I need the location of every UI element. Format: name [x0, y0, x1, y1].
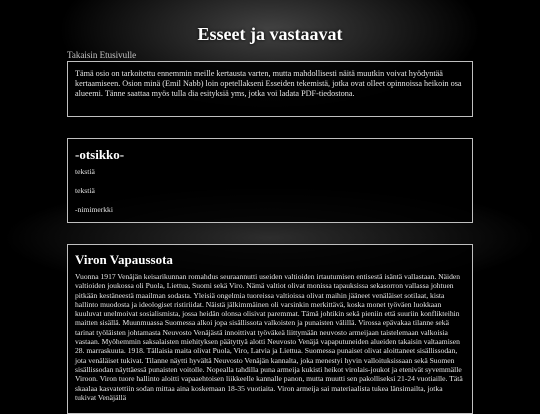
- page-title: Esseet ja vastaavat: [197, 24, 343, 44]
- back-to-home-link[interactable]: Takaisin Etusivulle: [67, 50, 137, 60]
- article-heading: Viron Vapaussota: [75, 252, 173, 267]
- article-box: [67, 244, 473, 414]
- template-line-2: tekstiä: [75, 186, 95, 195]
- article-body: Vuonna 1917 Venäjän keisarikunnan romahdus seuraannutti useiden valtioiden irtautumisen entisestä isäntä vallastaan. Näiden valtioiden joukossa oli Puola, Liettua, Suomi sekä Viro. Nämä valtiot olivat monissa tapauksissa sekasorron vallassa johtuen pitkään kestäneestä maailman sodasta. Yleisiä ongelmia tuoreissa valtioissa olivat maihin jääneet venäläiset sotilaat, kista hallinto muodosta ja ideologiset ristiriidat. Näistä jälkimmäinen oli varsinkin merkittävä, koska monet työväen luokkaan kuuluvat unelmoivat sosialismista, jossa heidän olonsa olisivat paremmat. Tämä johtikin sekä pieniin että suuriin konflikteihin maitten sisällä. Muunmuassa Suomessa alkoi jopa sisällissota valkoisten ja punaisten välillä. Virossa epävakaa tilanne sekä tarinat työläisten johtamasta Neuvosto Venäjästä innoittivat työväkeä liittymään neuvosto armeijaan taistelemaan valkoisia vastaan. Myöhemmin saksalaisten miehityksen päätyttyä alotti Neuvosto Venäjä vapaputuneiden alueiden takaisin valtaamisen 28. marraskuuta. 1918. Tällaisia maita olivat Puola, Viro, Latvia ja Liettua. Suomessa punaiset olivat aloittaneet sisällissodan, jota venäläiset tukivat. Tilanne näytti hyvältä Neuvosto Venäjän kannalta, joka menestyi hyvin valloituksissaan sekä Suomen sisällissodan näyttäessä punaisten voitolle. Nopealla tahdilla puna armeija kukisti heikot virolais-joukot ja etenivät syvemmälle Viroon. Viron tuore hallinto aloitti vapaaehtoisen liikkeelle kannalle panon, mutta muutti sen pakolliseksi 21-24 vuotiaille. Tätä skaalaa kasvatettiin sodan mittaa aina koskemaan 18-35 vuotiaita. Viron armeija sai materiaalista tukea länsimailta, jotka tukivat Venäjällä: [75, 272, 463, 402]
- template-signature: -nimimerkki: [75, 205, 113, 214]
- template-box: [67, 138, 473, 223]
- intro-box: [67, 61, 473, 117]
- template-line-1: tekstiä: [75, 167, 95, 176]
- template-heading: -otsikko-: [75, 147, 125, 162]
- intro-text: Tämä osio on tarkoitettu ennemmin meille kertausta varten, mutta mahdollisesti näitä muutkin voivat hyödyntää kertaamiseen. Osion minä (Emil Nabb) loin opetellakseni Esseiden tekemistä, jotka ovat olleet opinnoissa heikoin osa alueemi. Tänne saattaa myös tulla dia esityksiä yms, jotka voi ladata PDF-tiedostona.: [75, 69, 462, 98]
